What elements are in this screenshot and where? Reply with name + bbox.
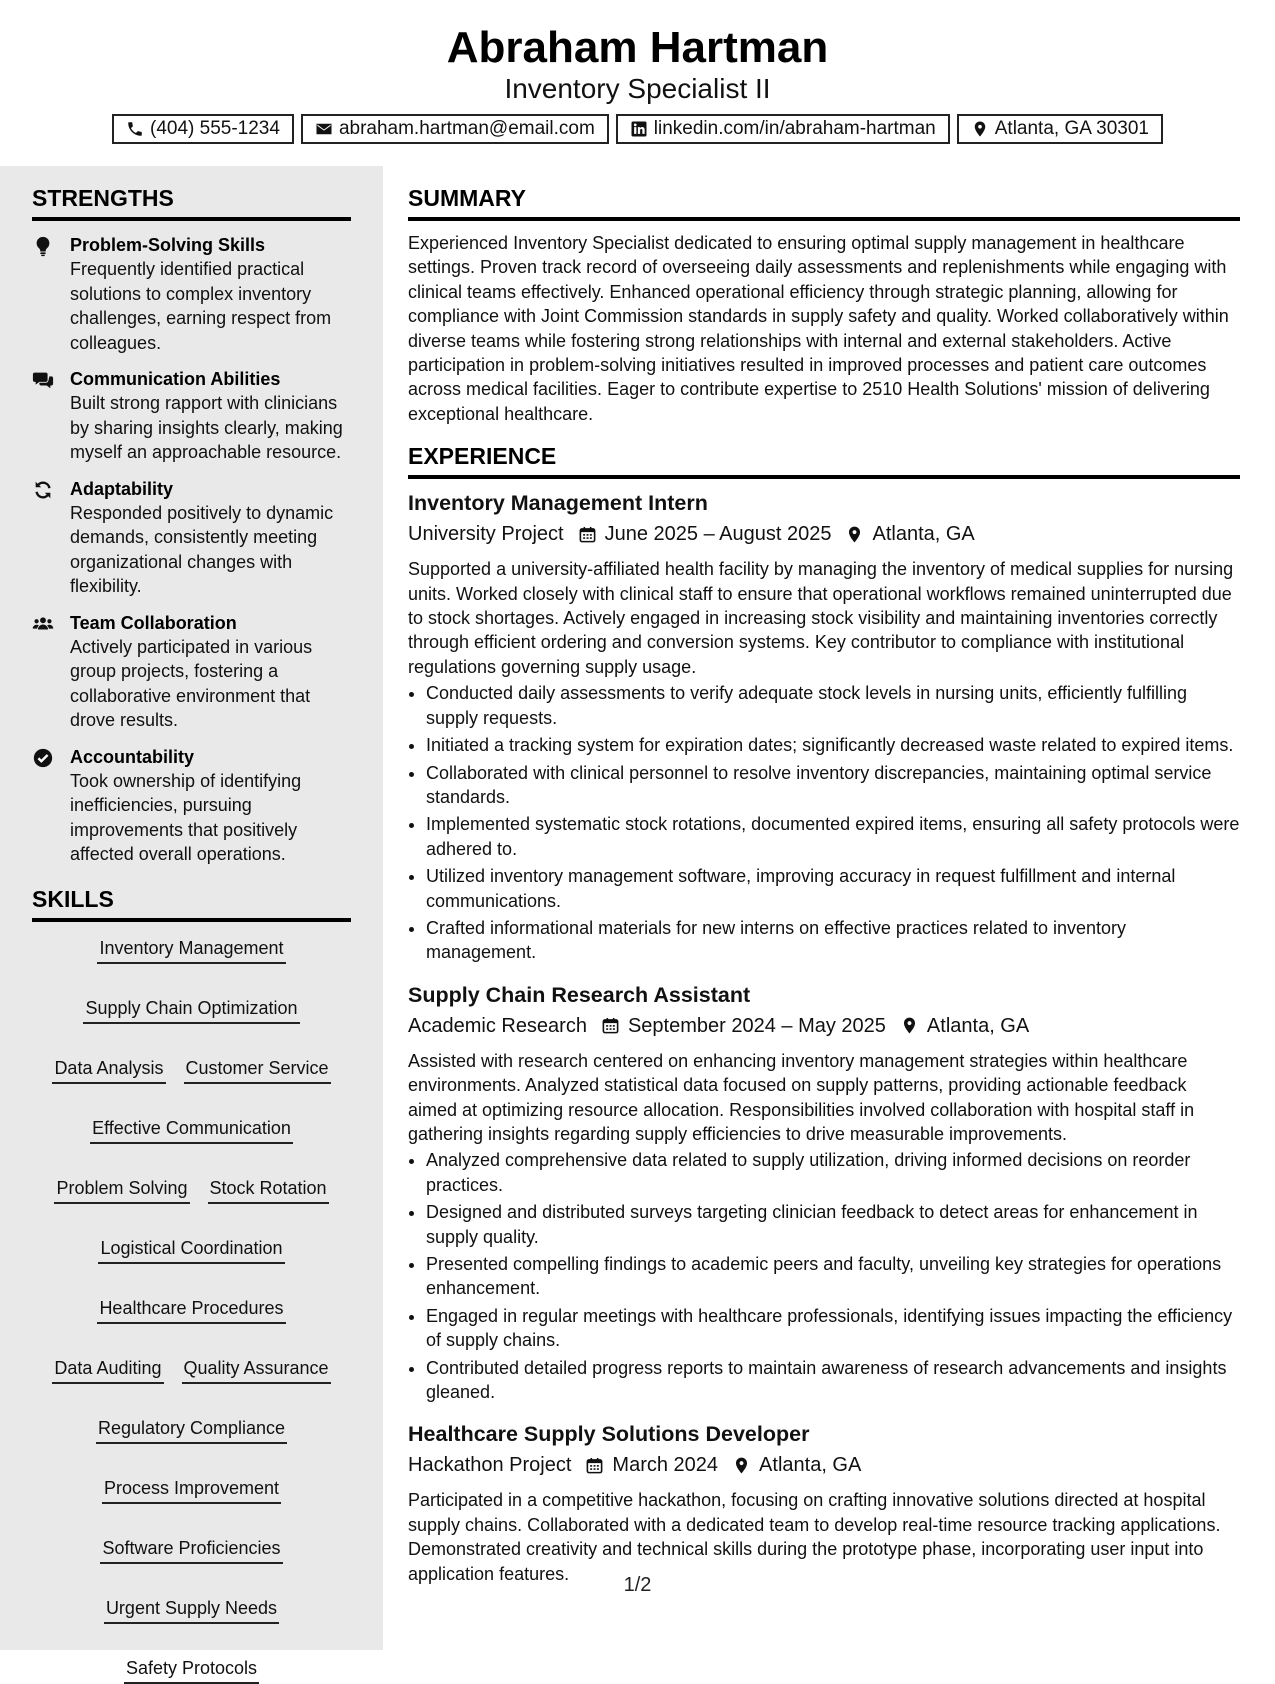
skills-section (32, 885, 351, 1684)
job-title: Inventory Management Intern (408, 491, 708, 516)
job-description: Assisted with research centered on enhancing inventory management strategies within healthcare environments. Analyzed statistical data focused on supply patterns, providing actionable feedback aimed at optimizing resource allocation. Responsibilities involved collaboration with hospital staff in gathering insights regarding supply efficiencies to drive measurable improvements. (408, 1050, 1195, 1144)
page-number: 1/2 (623, 1574, 652, 1596)
skill-tag: Healthcare Procedures (97, 1296, 285, 1324)
job-bullet: • Implemented systematic stock rotations, documented expired items, ensuring all safety protocols were adhered to. (426, 812, 1240, 861)
linkedin-text: linkedin.com/in/abraham-hartman (653, 118, 936, 139)
strengths-heading: STRENGTHS (32, 184, 351, 221)
summary-text: Experienced Inventory Specialist dedicated to ensuring optimal supply management in healthcare settings. Proven track record of overseeing daily assessments and replenishments while engaging with clinical teams effectively. Enhanced operational efficiency through strategic planning, allowing for compliance with Joint Commission standards in supply safety and quality. Worked collaboratively within diverse teams while fostering strong relationships with internal and external stakeholders. Active participation in problem-solving initiatives resulted in improved processes and patient care outcomes across medical facilities. Eager to contribute expertise to 2510 Health Solutions' mission of delivering exceptional healthcare. (408, 233, 1229, 424)
main-column (383, 166, 1275, 1650)
job-entry (408, 489, 1240, 965)
strength-item (32, 367, 351, 465)
linkedin-icon (630, 120, 648, 138)
job-bullet: • Utilized inventory management software, improving accuracy in request fulfillment and internal communications. (426, 864, 1240, 913)
strength-title: Problem-Solving Skills (70, 235, 266, 255)
skill-tag: Inventory Management (97, 936, 285, 964)
contact-phone (112, 114, 294, 144)
chat-bubbles-icon (32, 369, 54, 391)
skill-tag: Data Auditing (52, 1356, 163, 1384)
calendar-icon (578, 525, 597, 544)
sidebar (0, 166, 383, 1678)
envelope-icon (315, 120, 333, 138)
skill-tag: Quality Assurance (182, 1356, 331, 1384)
contact-location (957, 114, 1163, 144)
job-entry (408, 981, 1240, 1405)
job-title: Healthcare Supply Solutions Developer (408, 1422, 810, 1447)
candidate-name: Abraham Hartman (446, 23, 829, 72)
job-meta (408, 1450, 1240, 1480)
summary-heading: SUMMARY (408, 184, 1240, 221)
phone-text: (404) 555-1234 (150, 118, 280, 139)
strength-desc: Built strong rapport with clinicians by sharing insights clearly, making myself an approachable resource. (70, 393, 343, 462)
email-text: abraham.hartman@email.com (338, 118, 595, 139)
job-bullet: • Analyzed comprehensive data related to supply utilization, driving informed decisions on reorder practices. (426, 1148, 1240, 1197)
strength-item (32, 611, 351, 733)
candidate-title: Inventory Specialist II (504, 73, 771, 104)
skill-tag: Customer Service (184, 1056, 331, 1084)
map-pin-icon (845, 525, 864, 544)
calendar-icon (585, 1456, 604, 1475)
location-text: Atlanta, GA 30301 (994, 118, 1149, 139)
job-bullet: • Engaged in regular meetings with healthcare professionals, identifying issues impacting the efficiency of supply chains. (426, 1304, 1240, 1353)
strength-item (32, 233, 351, 355)
job-entry (408, 1420, 1240, 1586)
job-bullets (408, 1148, 1240, 1404)
skill-tag: Logistical Coordination (98, 1236, 284, 1264)
job-meta (408, 519, 1240, 549)
map-pin-icon (971, 120, 989, 138)
strength-title: Communication Abilities (70, 369, 281, 389)
strength-item (32, 477, 351, 599)
strength-desc: Actively participated in various group projects, fostering a collaborative environment that drove results. (70, 636, 313, 730)
experience-section (408, 442, 1240, 1586)
strength-desc: Responded positively to dynamic demands, consistently meeting organizational changes with flexibility. (70, 502, 334, 596)
job-org: Hackathon Project (408, 1454, 572, 1477)
skill-tag: Urgent Supply Needs (104, 1596, 279, 1624)
job-meta (408, 1011, 1240, 1041)
job-location: Atlanta, GA (872, 523, 975, 546)
job-location: Atlanta, GA (926, 1014, 1030, 1037)
strength-desc: Took ownership of identifying inefficiencies, pursuing improvements that positively affected overall operations. (70, 770, 302, 864)
job-org: Academic Research (408, 1014, 587, 1037)
job-bullet: • Conducted daily assessments to verify adequate stock levels in nursing units, efficiently fulfilling supply requests. (426, 681, 1240, 730)
skill-tag: Stock Rotation (208, 1176, 329, 1204)
strengths-list (32, 233, 351, 867)
skill-tag: Software Proficiencies (100, 1536, 282, 1564)
users-icon (32, 613, 54, 635)
strength-title: Team Collaboration (70, 612, 237, 633)
skill-tag: Problem Solving (54, 1176, 189, 1204)
strength-item (32, 745, 351, 867)
strength-desc: Frequently identified practical solutions to complex inventory challenges, earning respect from colleagues. (70, 259, 332, 353)
strength-title: Accountability (70, 746, 195, 767)
job-bullet: • Initiated a tracking system for expiration dates; significantly decreased waste related to expired items. (426, 733, 1240, 757)
job-bullet: • Collaborated with clinical personnel to resolve inventory discrepancies, maintaining optimal service standards. (426, 761, 1240, 810)
skill-tag: Effective Communication (90, 1116, 293, 1144)
job-bullet: • Crafted informational materials for new interns on effective practices related to inventory management. (426, 916, 1240, 965)
skills-heading: SKILLS (32, 885, 351, 922)
job-dates: March 2024 (612, 1454, 719, 1477)
check-circle-icon (32, 747, 54, 769)
contact-bar (0, 114, 1275, 144)
job-org: University Project (408, 523, 564, 546)
lightbulb-icon (32, 235, 54, 257)
skill-tag: Regulatory Compliance (96, 1416, 287, 1444)
job-bullets (408, 681, 1240, 964)
map-pin-icon (732, 1456, 751, 1475)
contact-linkedin[interactable] (616, 114, 950, 144)
skill-tag: Data Analysis (52, 1056, 165, 1084)
skill-tag: Supply Chain Optimization (83, 996, 299, 1024)
refresh-icon (32, 479, 54, 501)
skill-tag: Safety Protocols (124, 1656, 259, 1684)
strength-title: Adaptability (70, 478, 174, 499)
experience-heading: EXPERIENCE (408, 442, 1240, 479)
job-description: Supported a university-affiliated health facility by managing the inventory of medical supplies for nursing units. Worked closely with clinical staff to ensure that operational workflows remained uninterrupted due to stock shortages. Actively engaged in increasing stock visibility and maintaining inventories correctly through efficient ordering and conversion systems. Key contributor to compliance with institutional regulations governing supply usage. (408, 559, 1234, 677)
job-location: Atlanta, GA (759, 1454, 862, 1477)
job-bullet: • Designed and distributed surveys targeting clinician feedback to detect areas for enhancement in supply quality. (426, 1200, 1240, 1249)
skill-tag: Process Improvement (102, 1476, 281, 1504)
job-dates: September 2024 – May 2025 (627, 1014, 886, 1037)
job-description: Participated in a competitive hackathon, focusing on crafting innovative solutions directed at hospital supply chains. Collaborated with a dedicated team to develop real-time resource tracking applications. Demonstrated creativity and technical skills during the prototype phase, incorporating user input into application features. (408, 1490, 1221, 1584)
phone-icon (126, 120, 144, 138)
job-dates: June 2025 – August 2025 (604, 523, 832, 546)
resume-header (0, 0, 1275, 166)
map-pin-icon (900, 1016, 919, 1035)
job-bullet: • Contributed detailed progress reports to maintain awareness of research advancements and insights gleaned. (426, 1356, 1240, 1405)
contact-email[interactable] (301, 114, 609, 144)
calendar-icon (601, 1016, 620, 1035)
job-title: Supply Chain Research Assistant (408, 982, 751, 1007)
skills-list (32, 936, 351, 1684)
job-bullet: • Presented compelling findings to academic peers and faculty, unveiling key strategies for operations enhancement. (426, 1252, 1240, 1301)
